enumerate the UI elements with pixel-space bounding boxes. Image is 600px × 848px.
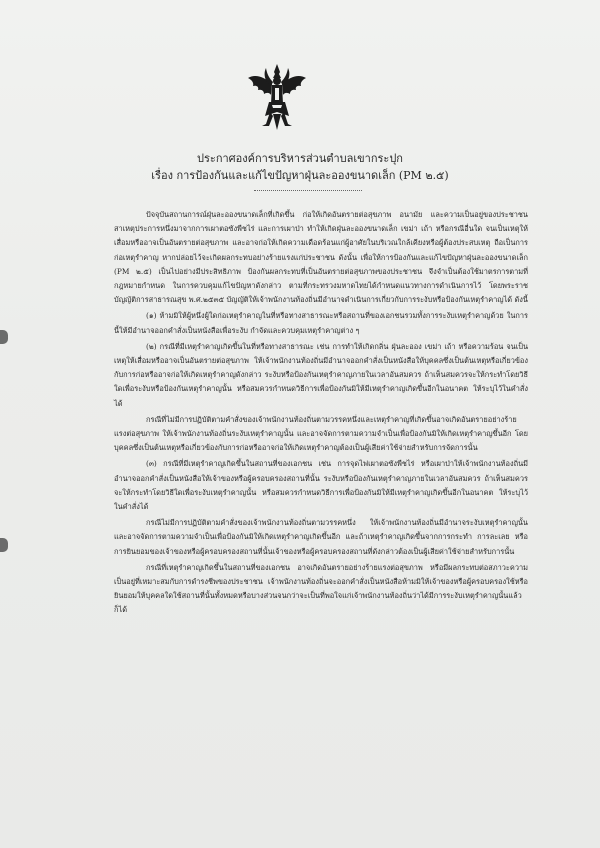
announcement-issuer: ประกาศองค์การบริหารส่วนตำบลเขากระปุก: [197, 152, 403, 165]
clause-3-enforcement-paragraph: กรณีไม่มีการปฏิบัติตามคำสั่งของเจ้าพนักงานท้องถิ่นตามวรรคหนึ่ง ให้เจ้าพนักงานท้องถิ่นมีอำนาจระงับเหตุรำคาญนั้น และอาจจัดการตามความจำเป็นเพื่อป้องกันมิให้เกิดเหตุรำคาญเกิดขึ้นอีก และถ้าเหตุรำคาญเกิดขึ้นจากการกระทำ การละเลย หรือการยินยอมของเจ้าของหรือผู้ครอบครองสถานที่นั้นเจ้าของหรือผู้ครอบครองสถานที่ดังกล่าวต้องเป็นผู้เสียค่าใช้จ่ายสำหรับการนั้น: [114, 518, 528, 556]
clause-2-enforcement-paragraph: กรณีที่ไม่มีการปฏิบัติตามคำสั่งของเจ้าพนักงานท้องถิ่นตามวรรคหนึ่งและเหตุรำคาญที่เกิดขึ้นอาจเกิดอันตรายอย่างร้ายแรงต่อสุขภาพ ให้เจ้าพนักงานท้องถิ่นระงับเหตุรำคาญนั้น และอาจจัดการตามความจำเป็นเพื่อป้องกันมิให้เกิดเหตุรำคาญขึ้นอีก โดยบุคคลซึ่งเป็นต้นเหตุหรือเกี่ยวข้องกับการก่อหรืออาจก่อให้เกิดเหตุรำคาญต้องเป็นผู้เสียค่าใช้จ่ายสำหรับการจัดการนั้น: [114, 414, 528, 453]
dotted-divider: [254, 190, 362, 191]
clause-2-paragraph: (๒) กรณีที่มีเหตุรำคาญเกิดขึ้นในที่หรือทางสาธารณะ เช่น การทำให้เกิดกลิ่น ฝุ่นละออง เขม่า เถ้า หรือความร้อน จนเป็นเหตุให้เสื่อมหรืออาจเป็นอันตรายต่อสุขภาพ ให้เจ้าพนักงานท้องถิ่นมีอำนาจออกคำสั่งเป็นหนังสือให้บุคคลซึ่งเป็นต้นเหตุหรือเกี่ยวข้องกับการก่อหรืออาจก่อให้เกิดเหตุรำคาญดังกล่าว ระงับหรือป้องกันเหตุรำคาญภายในเวลาอันสมควร ถ้าเห็นสมควรจะให้กระทำโดยวิธีใดเพื่อระงับหรือป้องกันเหตุรำคาญนั้น หรือสมควรกำหนดวิธีการเพื่อป้องกันมิให้มีเหตุรำคาญเกิดขึ้นอีกในอนาคต ให้ระบุไว้ในคำสั่งได้: [114, 341, 528, 408]
clause-3-prohibition-paragraph: กรณีที่เหตุรำคาญเกิดขึ้นในสถานที่ของเอกชน อาจเกิดอันตรายอย่างร้ายแรงต่อสุขภาพ หรือมีผลกระทบต่อสภาวะความเป็นอยู่ที่เหมาะสมกับการดำรงชีพของประชาชน เจ้าพนักงานท้องถิ่นจะออกคำสั่งเป็นหนังสือห้ามมิให้เจ้าของหรือผู้ครอบครองใช้หรือยินยอมให้บุคคลใดใช้สถานที่นั้นทั้งหมดหรือบางส่วนจนกว่าจะเป็นที่พอใจแก่เจ้าพนักงานท้องถิ่นว่าได้มีการระงับเหตุรำคาญนั้นแล้วก็ได้: [114, 562, 528, 615]
clause-1-paragraph: (๑) ห้ามมิให้ผู้หนึ่งผู้ใดก่อเหตุรำคาญในที่หรือทางสาธารณะหรือสถานที่ของเอกชนรวมทั้งการระงับเหตุรำคาญด้วย ในการนี้ให้มีอำนาจออกคำสั่งเป็นหนังสือเพื่อระงับ กำจัดและควบคุมเหตุรำคาญต่าง ๆ: [114, 311, 528, 335]
binder-hole: [0, 538, 8, 552]
announcement-subject: เรื่อง การป้องกันและแก้ไขปัญหาฝุ่นละอองขนาดเล็ก (PM ๒.๕): [151, 169, 449, 182]
intro-paragraph: ปัจจุบันสถานการณ์ฝุ่นละอองขนาดเล็กที่เกิดขึ้น ก่อให้เกิดอันตรายต่อสุขภาพ อนามัย และความเป็นอยู่ของประชาชน สาเหตุประการหนึ่งมาจากการเผาตอซังพืชไร่ และการเผาป่า ทำให้เกิดฝุ่นละอองขนาดเล็ก เขม่า เถ้า หรือกรณีอื่นใด จนเป็นเหตุให้เสื่อมหรืออาจเป็นอันตรายต่อสุขภาพ และอาจก่อให้เกิดความเดือดร้อนแก่ผู้อาศัยในบริเวณใกล้เคียงหรือผู้ต้องประสบเหตุ ถือเป็นการก่อเหตุรำคาญ หากปล่อยไว้จะเกิดผลกระทบอย่างร้ายแรงแก่ประชาชน ดังนั้น เพื่อให้การป้องกันและแก้ไขปัญหาฝุ่นละอองขนาดเล็ก (PM ๒.๕) เป็นไปอย่างมีประสิทธิภาพ ป้องกันผลกระทบที่เป็นอันตรายต่อสุขภาพของประชาชน จึงจำเป็นต้องใช้มาตรการตามที่กฎหมายกำหนด ในการควบคุมแก้ไขปัญหาดังกล่าว ตามที่กระทรวงมหาดไทยได้กำหนดแนวทางการดำเนินการไว้ โดยพระราชบัญญัติการสาธารณสุข พ.ศ.๒๕๓๕ บัญญัติให้เจ้าพนักงานท้องถิ่นมีอำนาจดำเนินการเกี่ยวกับการระงับหรือป้องกันเหตุรำคาญได้ ดังนี้: [114, 210, 528, 305]
clause-3-paragraph: (๓) กรณีที่มีเหตุรำคาญเกิดขึ้นในสถานที่ของเอกชน เช่น การจุดไฟเผาตอซังพืชไร่ หรือเผาป่าให้เจ้าพนักงานท้องถิ่นมีอำนาจออกคำสั่งเป็นหนังสือให้เจ้าของหรือผู้ครอบครองสถานที่นั้น ระงับหรือป้องกันเหตุรำคาญภายในเวลาอันสมควร ถ้าเห็นสมควรจะให้กระทำโดยวิธีใดเพื่อระงับเหตุรำคาญนั้น หรือสมควรกำหนดวิธีการเพื่อป้องกันมิให้มีเหตุรำคาญเกิดขึ้นอีกในอนาคต ให้ระบุไว้ในคำสั่งได้: [114, 459, 528, 512]
garuda-emblem-icon: [245, 62, 309, 132]
binder-hole: [0, 330, 8, 344]
announcement-body: [114, 208, 528, 618]
